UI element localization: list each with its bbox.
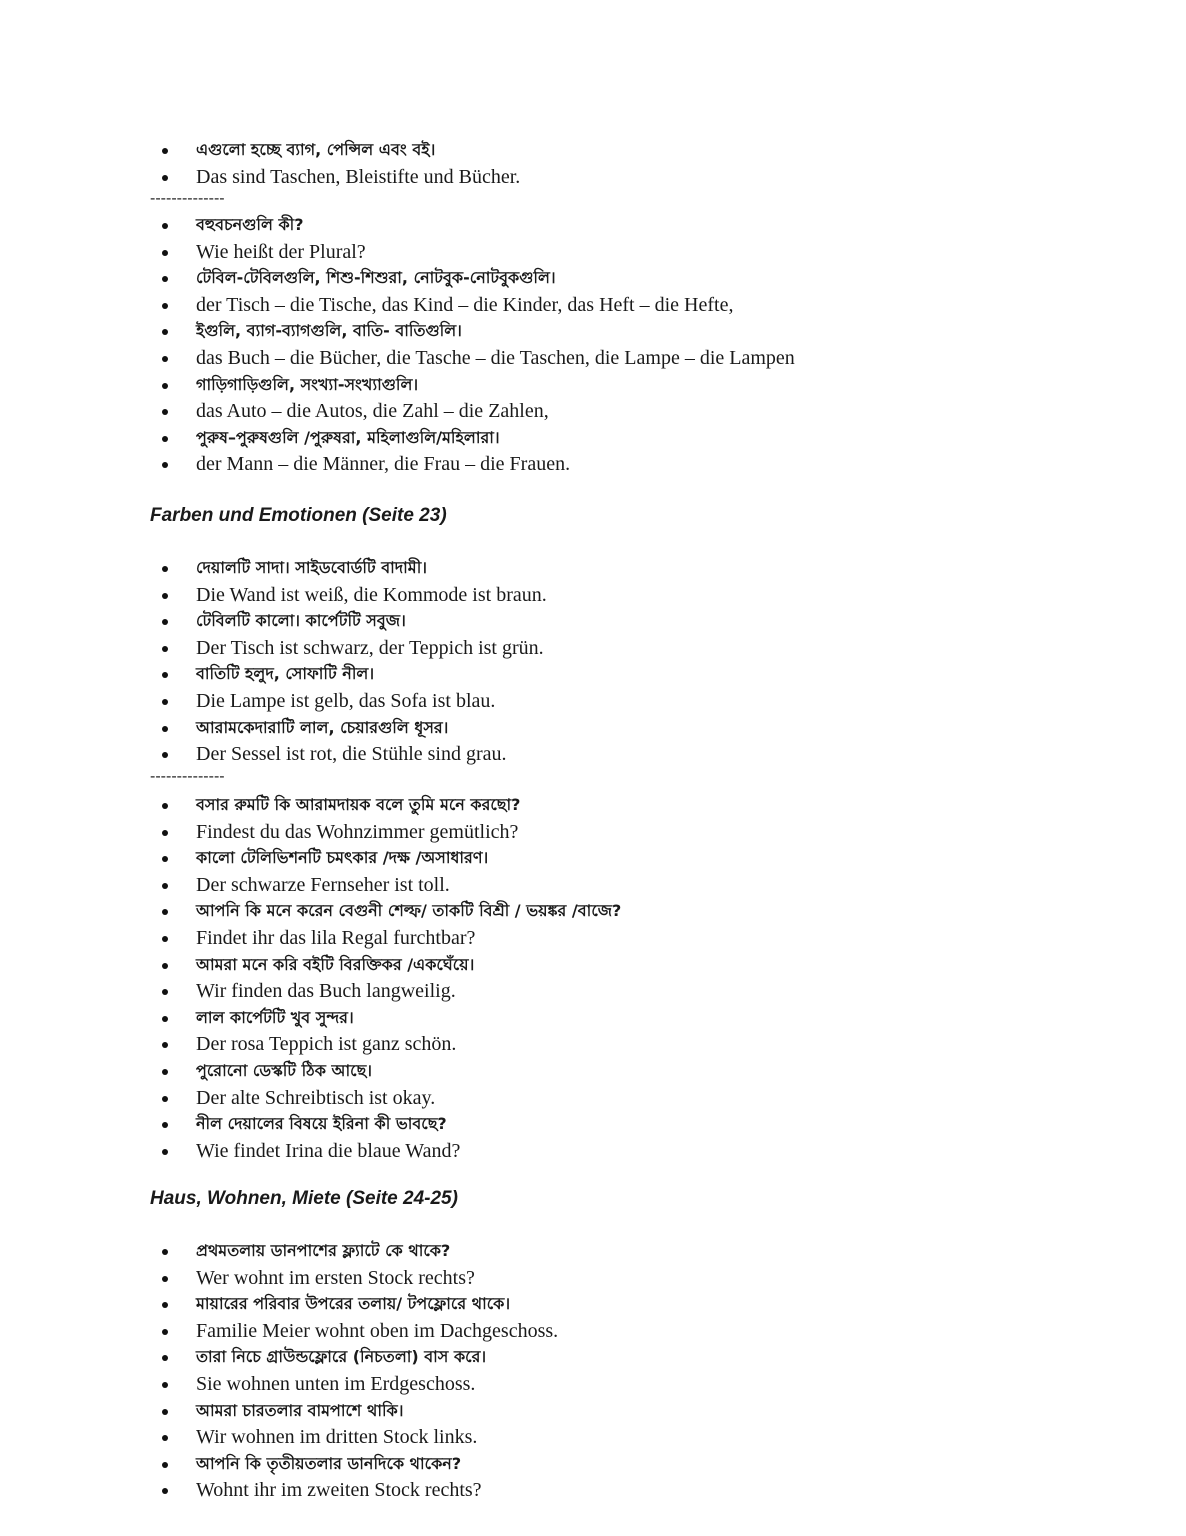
bengali-sentence: নীল দেয়ালের বিষয়ে ইরিনা কী ভাবছে? xyxy=(196,1114,447,1134)
bullet-icon xyxy=(162,830,168,836)
list-item xyxy=(150,1265,1110,1292)
colors-list xyxy=(150,555,1110,768)
section-heading-house: Haus, Wohnen, Miete (Seite 24-25) xyxy=(150,1188,458,1209)
bengali-sentence: ইগুলি, ব্যাগ-ব্যাগগুলি, বাতি- বাতিগুলি। xyxy=(196,321,462,341)
bengali-sentence: বাতিটি হলুদ, সোফাটি নীল। xyxy=(196,664,375,684)
bullet-icon xyxy=(162,148,168,154)
bullet-icon xyxy=(162,250,168,256)
german-sentence: Sie wohnen unten im Erdgeschoss. xyxy=(196,1372,476,1395)
german-sentence: Wie findet Irina die blaue Wand? xyxy=(196,1139,461,1162)
german-sentence: Der alte Schreibtisch ist okay. xyxy=(196,1086,436,1109)
german-sentence: das Buch – die Bücher, die Tasche – die Taschen, die Lampe – die Lampen xyxy=(196,346,795,369)
bullet-icon xyxy=(162,436,168,442)
bullet-icon xyxy=(162,1488,168,1494)
bullet-icon xyxy=(162,1042,168,1048)
german-sentence: Findet ihr das lila Regal furchtbar? xyxy=(196,926,476,949)
bullet-icon xyxy=(162,1435,168,1441)
list-item xyxy=(150,792,1110,819)
list-item xyxy=(150,292,1110,319)
list-item xyxy=(150,137,1110,164)
bullet-icon xyxy=(162,646,168,652)
bullet-icon xyxy=(162,963,168,969)
bullet-icon xyxy=(162,1069,168,1075)
list-item xyxy=(150,582,1110,609)
bullet-icon xyxy=(162,672,168,678)
german-sentence: Die Lampe ist gelb, das Sofa ist blau. xyxy=(196,689,496,712)
house-list xyxy=(150,1238,1110,1504)
list-item xyxy=(150,1398,1110,1425)
bullet-icon xyxy=(162,1016,168,1022)
bullet-icon xyxy=(162,1462,168,1468)
bullet-icon xyxy=(162,989,168,995)
list-item xyxy=(150,715,1110,742)
list-item xyxy=(150,1424,1110,1451)
german-sentence: Wohnt ihr im zweiten Stock rechts? xyxy=(196,1479,482,1502)
bengali-sentence: বহুবচনগুলি কী? xyxy=(196,215,304,234)
bullet-icon xyxy=(162,619,168,625)
list-item xyxy=(150,425,1110,452)
german-sentence: Familie Meier wohnt oben im Dachgeschoss. xyxy=(196,1319,559,1342)
bengali-sentence: পুরুষ–পুরুষগুলি /পুরুষরা, মহিলাগুলি/মহিলারা। xyxy=(196,427,500,447)
bullet-icon xyxy=(162,936,168,942)
list-item xyxy=(150,608,1110,635)
list-item xyxy=(150,451,1110,478)
list-item xyxy=(150,1451,1110,1478)
separator: -------------- xyxy=(150,768,225,785)
bengali-sentence: আপনি কি মনে করেন বেগুনী শেল্ফ/ তাকটি বিশ্রী / ভয়ঙ্কর /বাজে? xyxy=(196,901,622,921)
list-item xyxy=(150,1344,1110,1371)
list-item xyxy=(150,952,1110,979)
list-item xyxy=(150,1111,1110,1138)
bullet-icon xyxy=(162,1149,168,1155)
bullet-icon xyxy=(162,726,168,732)
list-item xyxy=(150,265,1110,292)
bullet-icon xyxy=(162,1249,168,1255)
german-sentence: das Auto – die Autos, die Zahl – die Zahlen, xyxy=(196,400,549,423)
bullet-icon xyxy=(162,1276,168,1282)
list-item xyxy=(150,688,1110,715)
bengali-sentence: আপনি কি তৃতীয়তলার ডানদিকে থাকেন? xyxy=(196,1453,462,1473)
bullet-icon xyxy=(162,909,168,915)
bengali-sentence: টেবিলটি কালো। কার্পেটটি সবুজ। xyxy=(196,611,406,631)
bullet-icon xyxy=(162,593,168,599)
list-item xyxy=(150,872,1110,899)
german-sentence: Der Tisch ist schwarz, der Teppich ist grün. xyxy=(196,636,544,659)
list-item xyxy=(150,239,1110,266)
german-sentence: Das sind Taschen, Bleistifte und Bücher. xyxy=(196,165,521,188)
bengali-sentence: কালো টেলিভিশনটি চমৎকার /দক্ষ /অসাধারণ। xyxy=(196,848,489,868)
german-sentence: Der rosa Teppich ist ganz schön. xyxy=(196,1033,457,1056)
bullet-icon xyxy=(162,383,168,389)
list-item xyxy=(150,1318,1110,1345)
bengali-sentence: আরামকেদারাটি লাল, চেয়ারগুলি ধূসর। xyxy=(196,717,449,737)
bullet-icon xyxy=(162,856,168,862)
emotions-list xyxy=(150,792,1110,1164)
german-sentence: Der schwarze Fernseher ist toll. xyxy=(196,873,450,896)
bullet-icon xyxy=(162,1382,168,1388)
german-sentence: Findest du das Wohnzimmer gemütlich? xyxy=(196,820,519,843)
list-item xyxy=(150,925,1110,952)
german-sentence: Der Sessel ist rot, die Stühle sind grau. xyxy=(196,743,507,766)
bullet-icon xyxy=(162,1302,168,1308)
bullet-icon xyxy=(162,566,168,572)
list-item xyxy=(150,819,1110,846)
list-item xyxy=(150,345,1110,372)
german-sentence: der Tisch – die Tische, das Kind – die Kinder, das Heft – die Hefte, xyxy=(196,293,734,316)
bullet-icon xyxy=(162,409,168,415)
bullet-icon xyxy=(162,276,168,282)
list-item xyxy=(150,555,1110,582)
plural-list xyxy=(150,212,1110,478)
bengali-sentence: দেয়ালটি সাদা। সাইডবোর্ডটি বাদামী। xyxy=(196,558,427,577)
bullet-icon xyxy=(162,1122,168,1128)
list-item xyxy=(150,1477,1110,1504)
list-item xyxy=(150,1371,1110,1398)
bengali-sentence: পুরোনো ডেস্কটি ঠিক আছে। xyxy=(196,1060,372,1080)
bengali-sentence: টেবিল-টেবিলগুলি, শিশু-শিশুরা, নোটবুক-নোটবুকগুলি। xyxy=(196,268,556,288)
list-item xyxy=(150,635,1110,662)
bullet-icon xyxy=(162,356,168,362)
list-item xyxy=(150,978,1110,1005)
bullet-icon xyxy=(162,699,168,705)
list-item xyxy=(150,845,1110,872)
german-sentence: Die Wand ist weiß, die Kommode ist braun. xyxy=(196,583,547,606)
german-sentence: Wir wohnen im dritten Stock links. xyxy=(196,1426,478,1449)
list-item xyxy=(150,1291,1110,1318)
bullet-icon xyxy=(162,329,168,335)
bengali-sentence: গাড়িগাড়িগুলি, সংখ্যা-সংখ্যাগুলি। xyxy=(196,374,419,394)
bengali-sentence: মায়ারের পরিবার উপরের তলায়/ টপফ্লোরে থাকে। xyxy=(196,1294,511,1314)
bullet-icon xyxy=(162,303,168,309)
bengali-sentence: প্রথমতলায় ডানপাশের ফ্ল্যাটে কে থাকে? xyxy=(196,1241,451,1260)
list-item xyxy=(150,1058,1110,1085)
list-item xyxy=(150,1031,1110,1058)
list-item xyxy=(150,898,1110,925)
bullet-icon xyxy=(162,1409,168,1415)
bullet-icon xyxy=(162,1096,168,1102)
list-item xyxy=(150,398,1110,425)
list-item xyxy=(150,1238,1110,1265)
bengali-sentence: আমরা চারতলার বামপাশে থাকি। xyxy=(196,1400,404,1420)
bullet-icon xyxy=(162,883,168,889)
bullet-icon xyxy=(162,752,168,758)
list-item xyxy=(150,372,1110,399)
bullet-icon xyxy=(162,223,168,229)
bullet-icon xyxy=(162,1329,168,1335)
bengali-sentence: আমরা মনে করি বইটি বিরক্তিকর /একঘেঁয়ে। xyxy=(196,954,475,974)
separator: -------------- xyxy=(150,190,225,207)
bullet-icon xyxy=(162,803,168,809)
list-item xyxy=(150,212,1110,239)
list-item xyxy=(150,1005,1110,1032)
german-sentence: Wer wohnt im ersten Stock rechts? xyxy=(196,1266,475,1289)
list-item xyxy=(150,318,1110,345)
list-item xyxy=(150,1138,1110,1165)
german-sentence: Wie heißt der Plural? xyxy=(196,240,366,263)
bullet-icon xyxy=(162,175,168,181)
list-item xyxy=(150,741,1110,768)
bullet-icon xyxy=(162,462,168,468)
bengali-sentence: লাল কার্পেটটি খুব সুন্দর। xyxy=(196,1007,354,1027)
german-sentence: der Mann – die Männer, die Frau – die Frauen. xyxy=(196,453,571,476)
bengali-sentence: তারা নিচে গ্রাউন্ডফ্লোরে (নিচতলা) বাস করে। xyxy=(196,1347,487,1367)
list-item xyxy=(150,1085,1110,1112)
bullet-icon xyxy=(162,1355,168,1361)
bengali-sentence: এগুলো হচ্ছে ব্যাগ, পেন্সিল এবং বই। xyxy=(196,140,436,159)
german-sentence: Wir finden das Buch langweilig. xyxy=(196,980,456,1003)
plural-list-intro xyxy=(150,137,1110,190)
bengali-sentence: বসার রুমটি কি আরামদায়ক বলে তুমি মনে করছো? xyxy=(196,795,521,814)
list-item xyxy=(150,661,1110,688)
list-item xyxy=(150,164,1110,191)
section-heading-colors: Farben und Emotionen (Seite 23) xyxy=(150,505,447,526)
